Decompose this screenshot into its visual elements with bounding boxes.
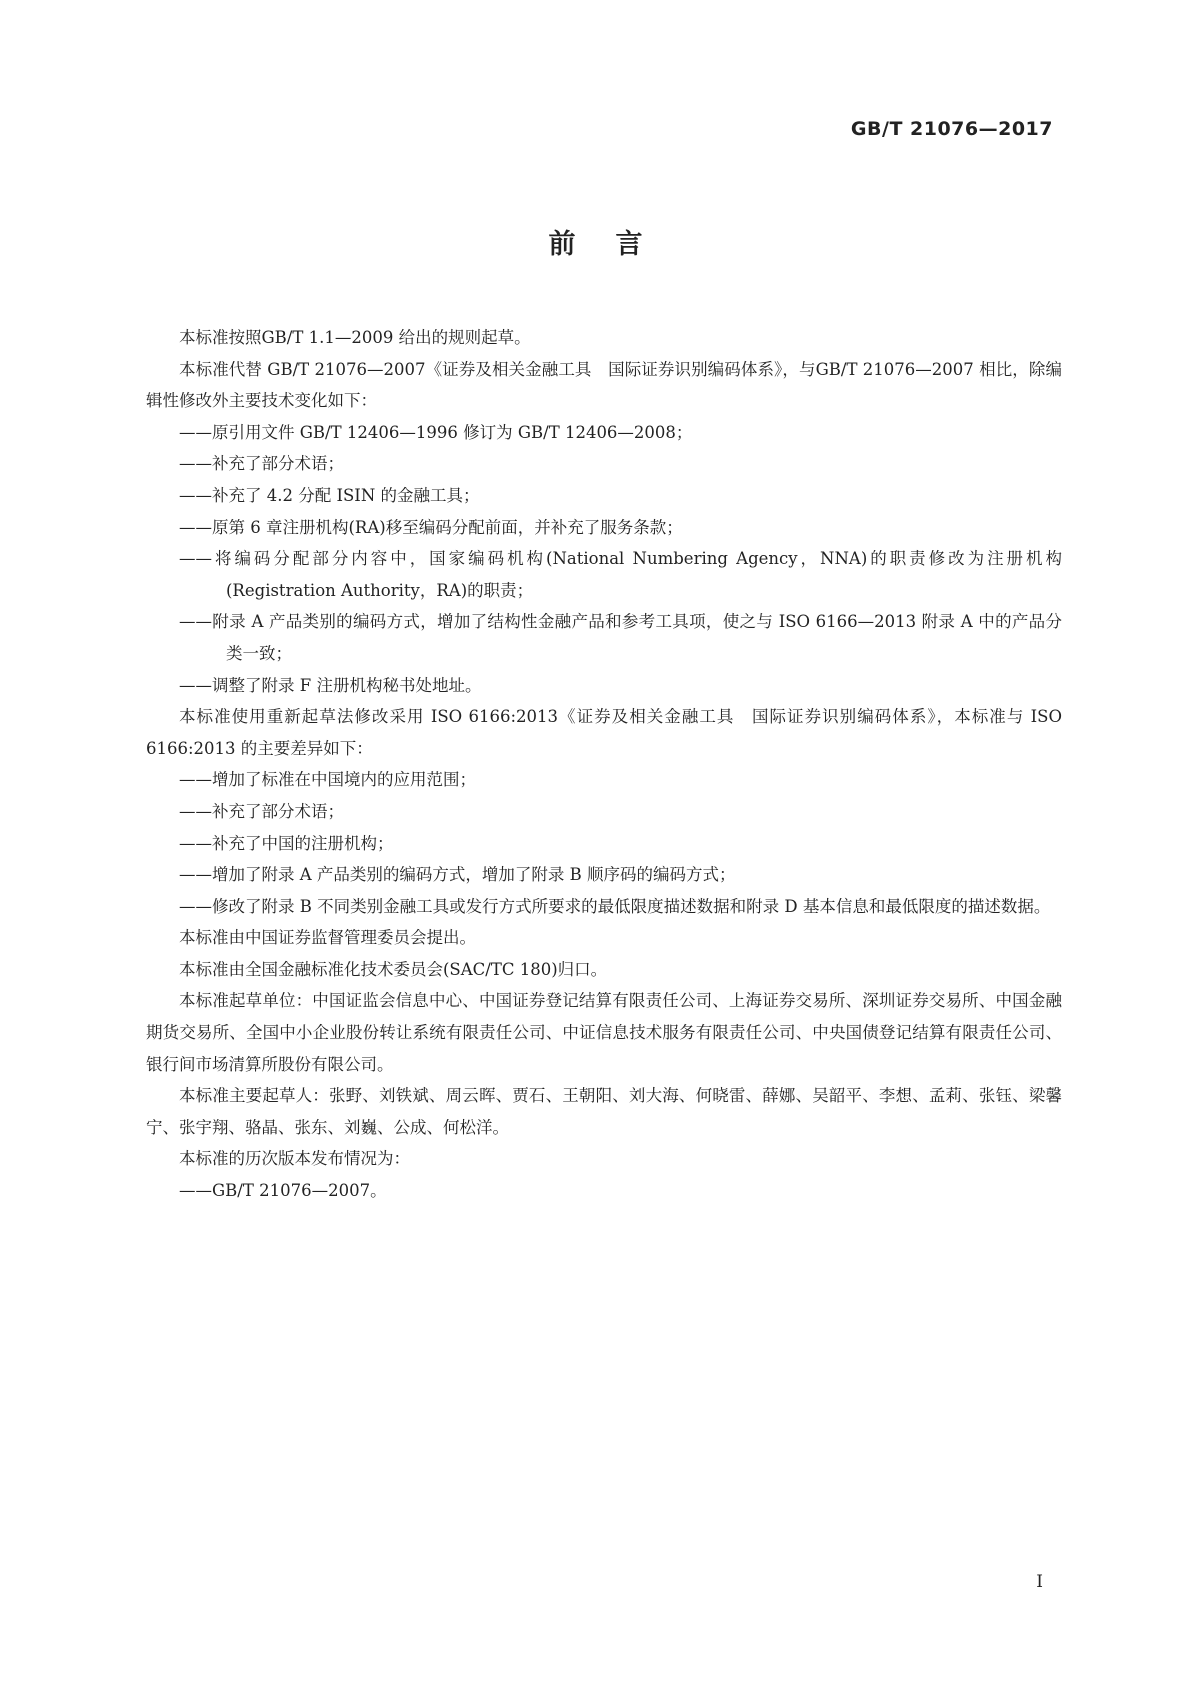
list-item: ——修改了附录 B 不同类别金融工具或发行方式所要求的最低限度描述数据和附录 D 基本信息和最低限度的描述数据。 bbox=[179, 896, 1051, 916]
paragraph: 本标准的历次版本发布情况为： bbox=[179, 1149, 410, 1169]
page-title: 前言 bbox=[548, 229, 683, 260]
list-item: ——调整了附录 F 注册机构秘书处地址。 bbox=[179, 675, 482, 695]
list-item: ——增加了标准在中国境内的应用范围； bbox=[179, 770, 476, 790]
list-item: ——原第 6 章注册机构(RA)移至编码分配前面，并补充了服务条款； bbox=[179, 517, 683, 537]
paragraph: 本标准起草单位：中国证监会信息中心、中国证券登记结算有限责任公司、上海证券交易所、深圳证券交易所、中国金融期货交易所、全国中小企业股份转让系统有限责任公司、中证信息技术服务有限责任公司、中央国债登记结算有限责任公司、银行间市场清算所股份有限公司。 bbox=[146, 991, 1062, 1074]
list-item: ——补充了部分术语； bbox=[179, 801, 344, 821]
paragraph: 本标准由全国金融标准化技术委员会(SAC/TC 180)归口。 bbox=[179, 959, 608, 979]
page-number: I bbox=[1036, 1572, 1043, 1592]
list-item: ——补充了 4.2 分配 ISIN 的金融工具； bbox=[179, 485, 480, 505]
list-item: ——增加了附录 A 产品类别的编码方式，增加了附录 B 顺序码的编码方式； bbox=[179, 865, 736, 885]
list-item: ——GB/T 21076—2007。 bbox=[179, 1181, 387, 1201]
paragraph: 本标准使用重新起草法修改采用 ISO 6166:2013《证券及相关金融工具 国际证券识别编码体系》，本标准与 ISO 6166:2013 的主要差异如下： bbox=[146, 707, 1062, 758]
list-item: ——原引用文件 GB/T 12406—1996 修订为 GB/T 12406—2008； bbox=[179, 422, 693, 442]
list-item: ——补充了中国的注册机构； bbox=[179, 833, 394, 853]
paragraph: 本标准代替 GB/T 21076—2007《证券及相关金融工具 国际证券识别编码体系》，与GB/T 21076—2007 相比，除编辑性修改外主要技术变化如下： bbox=[146, 359, 1062, 411]
paragraph: 本标准主要起草人：张野、刘铁斌、周云晖、贾石、王朝阳、刘大海、何晓雷、薛娜、吴韶平、李想、孟莉、张钰、梁馨宁、张宇翔、骆晶、张东、刘巍、公成、何松洋。 bbox=[146, 1086, 1062, 1137]
list-item: ——附录 A 产品类别的编码方式，增加了结构性金融产品和参考工具项，使之与 ISO 6166—2013 附录 A 中的产品分类一致； bbox=[179, 612, 1062, 663]
paragraph: 本标准按照GB/T 1.1—2009 给出的规则起草。 bbox=[179, 328, 531, 347]
list-item: ——补充了部分术语； bbox=[179, 454, 344, 474]
list-item: ——将编码分配部分内容中，国家编码机构(National Numbering Agency，NNA)的职责修改为注册机构(Registration Authority，RA)的职责； bbox=[179, 549, 1062, 600]
paragraph: 本标准由中国证券监督管理委员会提出。 bbox=[179, 928, 476, 948]
standard-number: GB/T 21076—2017 bbox=[850, 118, 1053, 140]
foreword-body bbox=[146, 322, 1062, 1207]
